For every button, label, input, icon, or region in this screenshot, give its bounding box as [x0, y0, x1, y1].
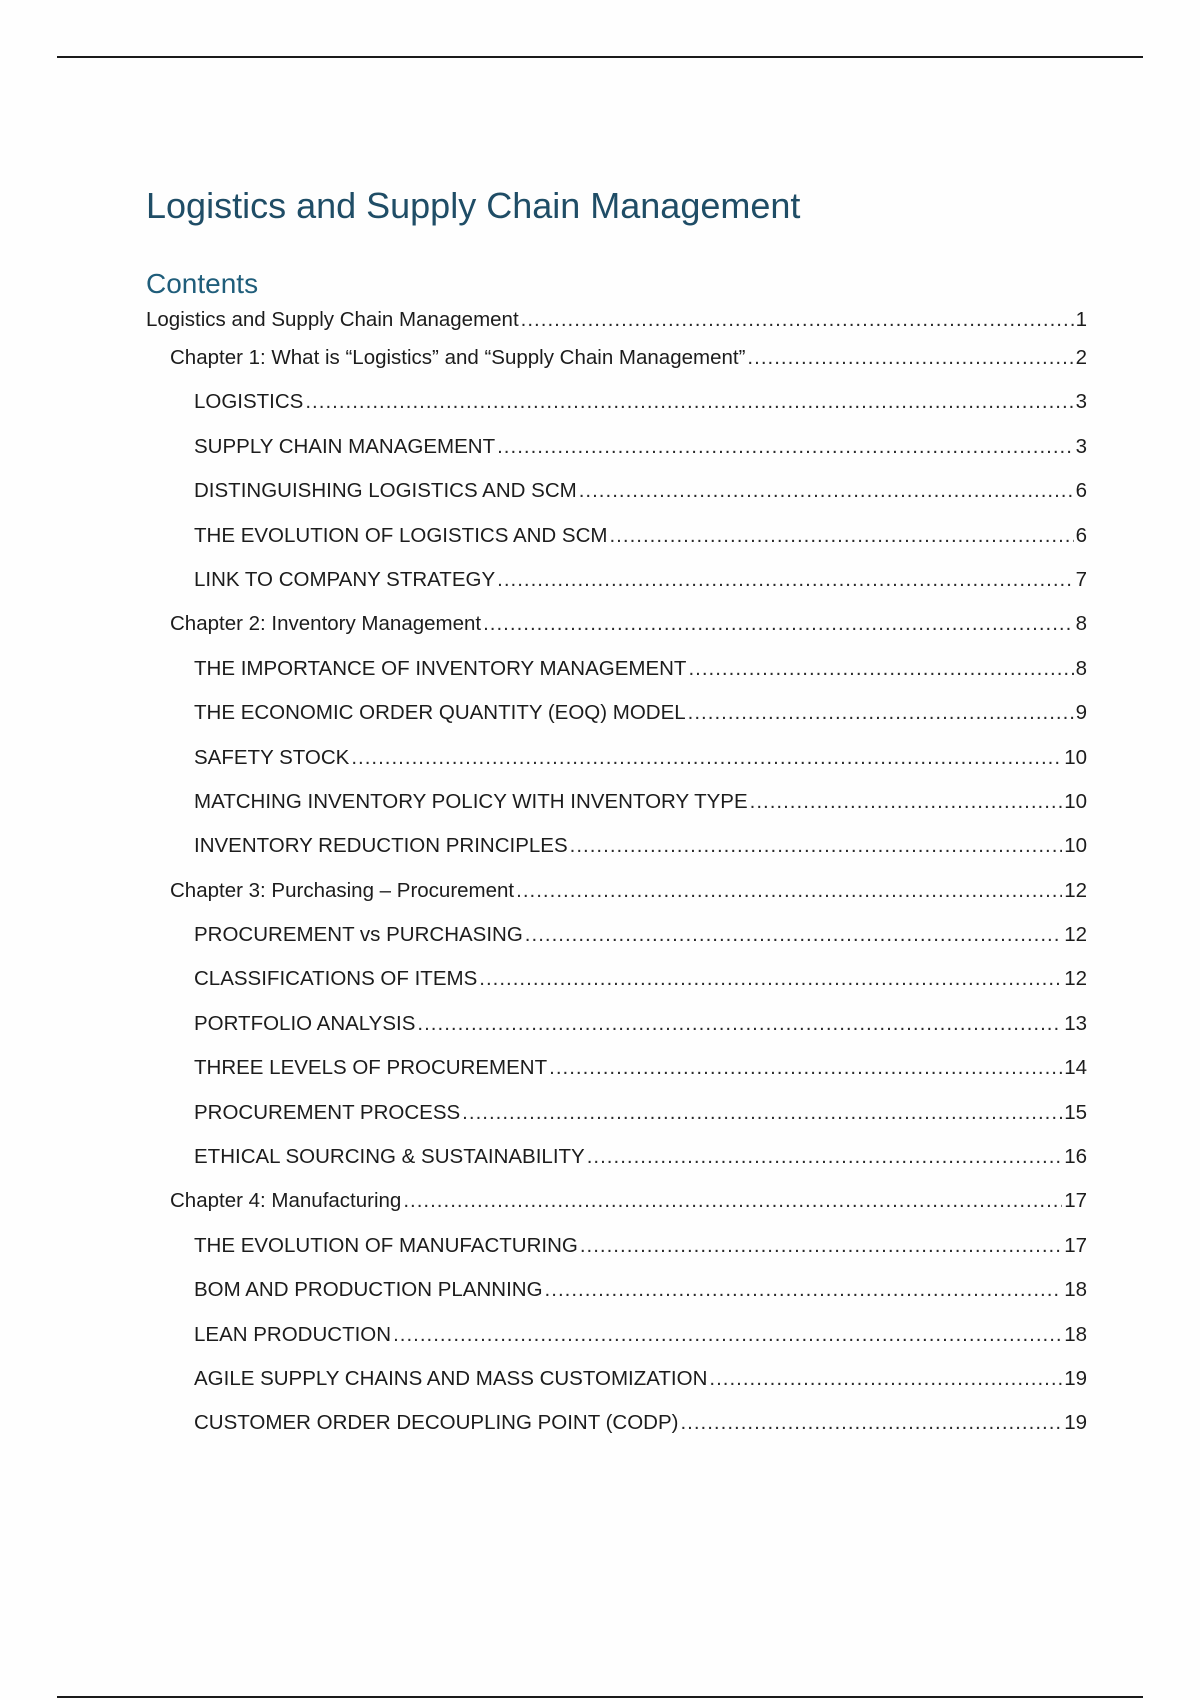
toc-entry[interactable] [146, 606, 1087, 650]
dot-leader [609, 518, 1073, 554]
toc-entry-page-number: 17 [1064, 1189, 1087, 1213]
toc-entry-title: CUSTOMER ORDER DECOUPLING POINT (CODP) [194, 1411, 679, 1435]
toc-entry-page-number: 15 [1064, 1100, 1087, 1124]
toc-entry-title: INVENTORY REDUCTION PRINCIPLES [194, 834, 568, 858]
dot-leader [580, 1228, 1062, 1264]
toc-entry[interactable] [146, 562, 1087, 606]
toc-entry-title: Chapter 3: Purchasing – Procurement [170, 878, 515, 902]
toc-entry[interactable] [146, 1095, 1087, 1139]
toc-entry-page-number: 18 [1064, 1278, 1087, 1302]
toc-entry-page-number: 6 [1075, 479, 1087, 503]
toc-entry-page-number: 2 [1075, 346, 1087, 369]
toc-entry-page-number: 19 [1064, 1366, 1087, 1390]
toc-entry-title: PORTFOLIO ANALYSIS [194, 1011, 416, 1035]
toc-entry-title: AGILE SUPPLY CHAINS AND MASS CUSTOMIZATION [194, 1366, 708, 1390]
toc-entry-page-number: 10 [1064, 745, 1087, 769]
toc-entry-title: PROCUREMENT PROCESS [194, 1100, 461, 1124]
dot-leader [549, 1050, 1062, 1086]
toc-entry-page-number: 18 [1064, 1322, 1087, 1346]
toc-entry[interactable] [146, 784, 1087, 828]
dot-leader [545, 1272, 1063, 1308]
dot-leader [393, 1317, 1062, 1353]
toc-entry[interactable] [146, 1006, 1087, 1050]
dot-leader [516, 873, 1062, 909]
dot-leader [688, 695, 1074, 731]
toc-entry[interactable] [146, 695, 1087, 739]
toc-entry-title: SUPPLY CHAIN MANAGEMENT [194, 434, 496, 458]
toc-entry-page-number: 10 [1064, 789, 1087, 813]
toc-entry[interactable] [146, 1050, 1087, 1094]
toc-entry-title: SAFETY STOCK [194, 745, 350, 769]
dot-leader [750, 784, 1063, 820]
toc-entry[interactable] [146, 340, 1087, 384]
toc-entry[interactable] [146, 961, 1087, 1005]
dot-leader [351, 740, 1062, 776]
toc-entry-page-number: 17 [1064, 1233, 1087, 1257]
toc-entry-page-number: 19 [1064, 1411, 1087, 1435]
toc-entry[interactable] [146, 1405, 1087, 1449]
dot-leader [483, 606, 1074, 642]
toc-entry-page-number: 8 [1075, 656, 1087, 680]
dot-leader [417, 1006, 1062, 1042]
contents-heading: Contents [146, 268, 259, 299]
toc-entry[interactable] [146, 873, 1087, 917]
toc-entry-title: THE ECONOMIC ORDER QUANTITY (EOQ) MODEL [194, 701, 686, 725]
toc-entry-title: Chapter 4: Manufacturing [170, 1189, 402, 1213]
toc-entry-page-number: 10 [1064, 834, 1087, 858]
toc-entry-title: THE EVOLUTION OF MANUFACTURING [194, 1233, 578, 1257]
dot-leader [680, 1405, 1062, 1441]
toc-entry-title: THE EVOLUTION OF LOGISTICS AND SCM [194, 523, 608, 547]
toc-entry[interactable] [146, 740, 1087, 784]
toc-entry[interactable] [146, 302, 1087, 340]
toc-entry-title: THREE LEVELS OF PROCUREMENT [194, 1056, 548, 1080]
toc-entry[interactable] [146, 1228, 1087, 1272]
toc-entry-page-number: 12 [1064, 923, 1087, 947]
toc-entry[interactable] [146, 1272, 1087, 1316]
toc-entry[interactable] [146, 1139, 1087, 1183]
toc-entry-title: Chapter 1: What is “Logistics” and “Supply Chain Management” [170, 346, 746, 369]
toc-entry-title: ETHICAL SOURCING & SUSTAINABILITY [194, 1145, 585, 1169]
dot-leader [305, 384, 1073, 420]
dot-leader [587, 1139, 1062, 1175]
toc-entry-page-number: 14 [1064, 1056, 1087, 1080]
toc-entry-page-number: 3 [1075, 434, 1087, 458]
dot-leader [497, 429, 1073, 465]
toc-entry[interactable] [146, 917, 1087, 961]
dot-leader [521, 302, 1074, 338]
dot-leader [525, 917, 1062, 953]
toc-entry[interactable] [146, 651, 1087, 695]
document-title: Logistics and Supply Chain Management [146, 185, 801, 226]
toc-entry-title: MATCHING INVENTORY POLICY WITH INVENTORY TYPE [194, 789, 748, 813]
toc-entry-title: DISTINGUISHING LOGISTICS AND SCM [194, 479, 577, 503]
toc-entry[interactable] [146, 1317, 1087, 1361]
dot-leader [479, 961, 1062, 997]
toc-entry-page-number: 13 [1064, 1011, 1087, 1035]
toc-entry-page-number: 12 [1064, 878, 1087, 902]
toc-entry-page-number: 8 [1075, 612, 1087, 636]
bottom-rule [57, 1696, 1143, 1698]
dot-leader [570, 828, 1063, 864]
toc-entry-title: LEAN PRODUCTION [194, 1322, 392, 1346]
toc-entry[interactable] [146, 429, 1087, 473]
dot-leader [688, 651, 1073, 687]
dot-leader [462, 1095, 1062, 1131]
dot-leader [579, 473, 1074, 509]
toc-entry-page-number: 1 [1075, 308, 1087, 331]
toc-entry[interactable] [146, 1361, 1087, 1405]
top-rule [57, 56, 1143, 58]
dot-leader [709, 1361, 1062, 1397]
table-of-contents [146, 302, 1087, 1450]
toc-entry-title: CLASSIFICATIONS OF ITEMS [194, 967, 478, 991]
toc-entry-page-number: 3 [1075, 390, 1087, 414]
toc-entry-title: LOGISTICS [194, 390, 304, 414]
toc-entry-page-number: 12 [1064, 967, 1087, 991]
toc-entry[interactable] [146, 384, 1087, 428]
toc-entry-page-number: 6 [1075, 523, 1087, 547]
toc-entry-title: PROCUREMENT vs PURCHASING [194, 923, 523, 947]
dot-leader [403, 1183, 1062, 1219]
toc-entry-title: LINK TO COMPANY STRATEGY [194, 567, 496, 591]
toc-entry-page-number: 7 [1075, 567, 1087, 591]
toc-entry[interactable] [146, 828, 1087, 872]
toc-entry[interactable] [146, 518, 1087, 562]
toc-entry-title: BOM AND PRODUCTION PLANNING [194, 1278, 543, 1302]
toc-entry-page-number: 9 [1075, 701, 1087, 725]
toc-entry-title: THE IMPORTANCE OF INVENTORY MANAGEMENT [194, 656, 687, 680]
dot-leader [747, 340, 1073, 376]
dot-leader [497, 562, 1073, 598]
toc-entry[interactable] [146, 1183, 1087, 1227]
toc-entry-title: Logistics and Supply Chain Management [146, 308, 519, 331]
toc-entry-title: Chapter 2: Inventory Management [170, 612, 482, 636]
toc-entry[interactable] [146, 473, 1087, 517]
toc-entry-page-number: 16 [1064, 1145, 1087, 1169]
